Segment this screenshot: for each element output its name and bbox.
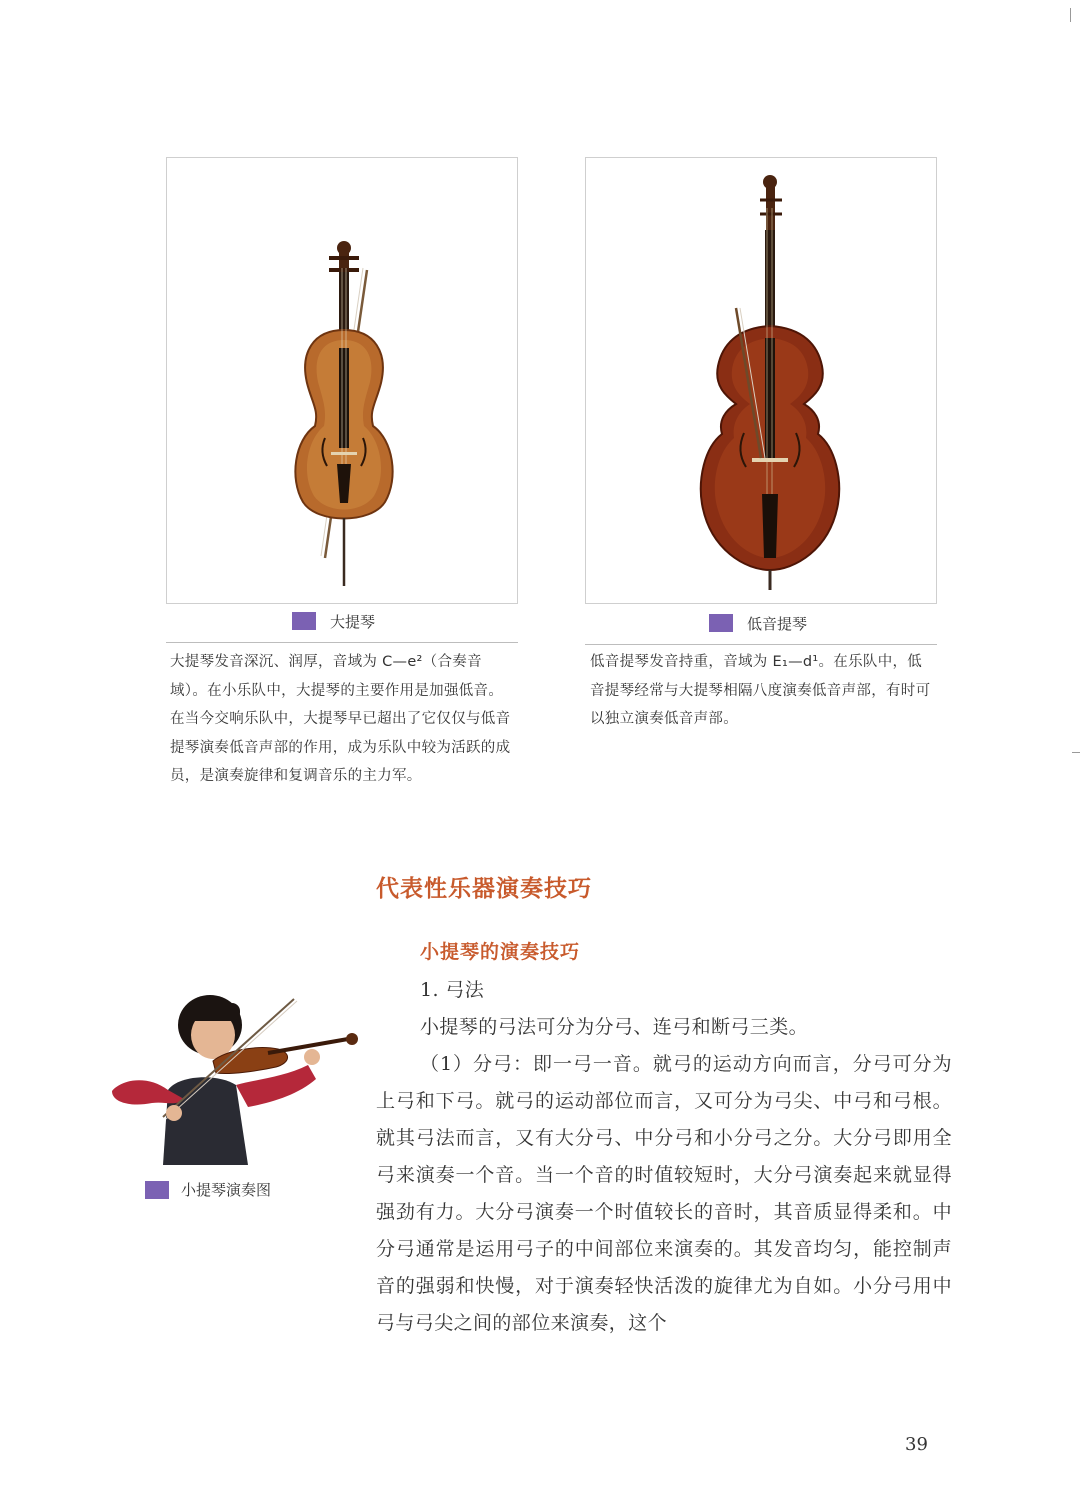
- crop-mark-top: [1070, 8, 1071, 22]
- caption-swatch: [145, 1181, 169, 1199]
- cello-image: [167, 158, 517, 603]
- page-number: 39: [905, 1434, 928, 1455]
- section-item: 1. 弓法: [420, 979, 485, 1001]
- caption-swatch: [709, 614, 733, 632]
- violin-player-caption-row: [145, 1180, 345, 1202]
- section-title: 代表性乐器演奏技巧: [376, 875, 592, 902]
- cello-figure: [166, 157, 518, 604]
- double-bass-caption: 低音提琴: [747, 615, 808, 633]
- violin-player-image: [108, 995, 363, 1170]
- double-bass-caption-row: [585, 604, 937, 645]
- double-bass-description: 低音提琴发音持重，音域为 E₁—d¹。在乐队中，低音提琴经常与大提琴相隔八度演奏低音声部，有时可以独立演奏低音声部。: [590, 654, 931, 727]
- body-paragraph-2: （1）分弓：即一弓一音。就弓的运动方向而言，分弓可分为上弓和下弓。就弓的运动部位而言，又可分为弓尖、中弓和弓根。就其弓法而言，又有大分弓、中分弓和小分弓之分。大分弓即用全弓来演奏一个音。当一个音的时值较短时，大分弓演奏起来就显得强劲有力。大分弓演奏一个时值较长的音时，其音质显得柔和。中分弓通常是运用弓子的中间部位来演奏的。其发音均匀，能控制声音的强弱和快慢，对于演奏轻快活泼的旋律尤为自如。小分弓用中弓与弓尖之间的部位来演奏，这个: [376, 1053, 952, 1334]
- violin-player-caption: 小提琴演奏图: [181, 1181, 272, 1199]
- crop-mark-mid: [1072, 752, 1080, 753]
- cello-caption-row: [166, 602, 518, 643]
- cello-description: 大提琴发音深沉、润厚，音域为 C—e²（合奏音域）。在小乐队中，大提琴的主要作用是加强低音。在当今交响乐队中，大提琴早已超出了它仅仅与低音提琴演奏低音声部的作用，成为乐队中较为活跃的成员，是演奏旋律和复调音乐的主力军。: [170, 654, 511, 784]
- section-subtitle: 小提琴的演奏技巧: [420, 941, 581, 963]
- caption-swatch: [292, 612, 316, 630]
- violin-player-figure: [108, 995, 363, 1170]
- double-bass-image: [586, 158, 936, 603]
- body-paragraph-1: 小提琴的弓法可分为分弓、连弓和断弓三类。: [420, 1016, 809, 1038]
- double-bass-figure: [585, 157, 937, 604]
- cello-caption: 大提琴: [330, 613, 376, 631]
